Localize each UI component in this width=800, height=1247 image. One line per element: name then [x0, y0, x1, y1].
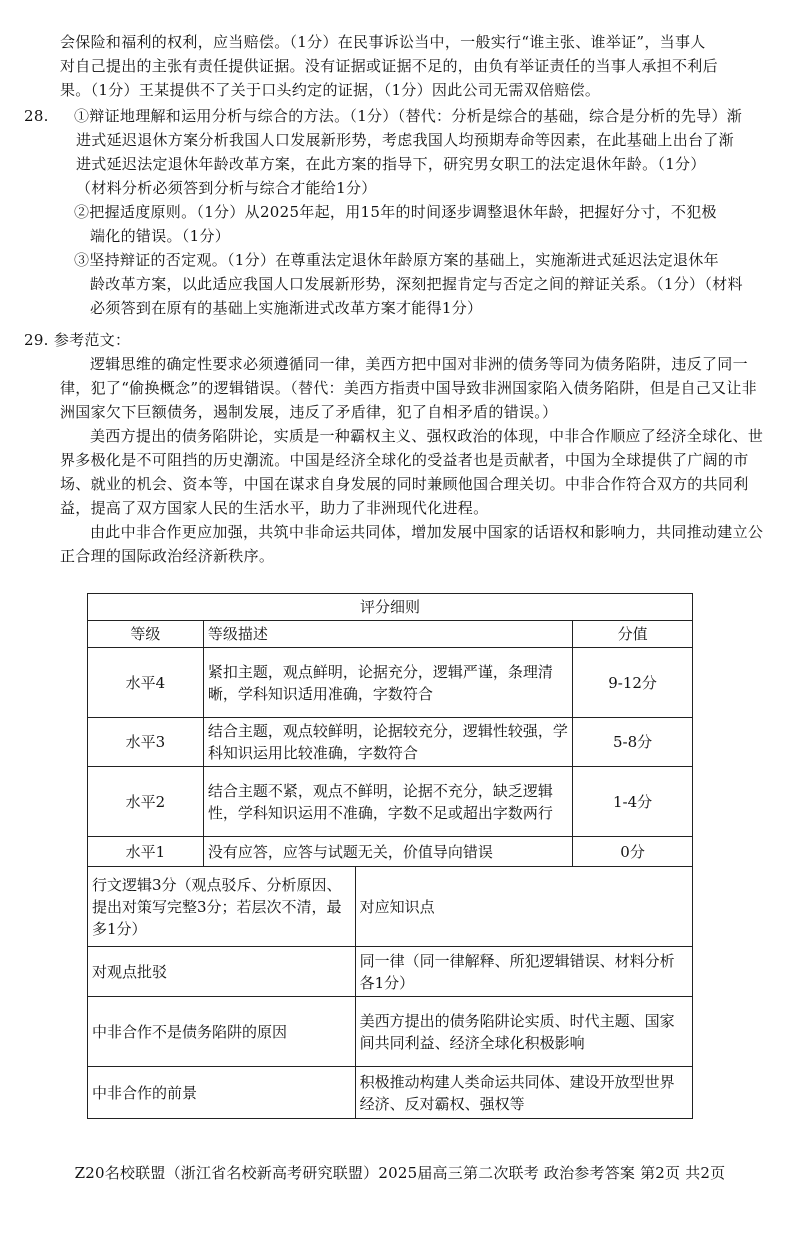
logic-criteria: 行文逻辑3分（观点驳斥、分析原因、提出对策写完整3分；若层次不清，最多1分）	[88, 867, 356, 947]
rubric-row	[88, 648, 693, 718]
q28-answer	[24, 104, 764, 320]
level-cell: 水平3	[88, 718, 204, 767]
essay-paragraph: 由此中非合作更应加强，共筑中非命运共同体，增加发展中国家的话语权和影响力，共同推动建立公正合理的国际政治经济新秩序。	[60, 523, 764, 565]
text-line: 会保险和福利的权利，应当赔偿。（1分）在民事诉讼当中，一般实行“谁主张、谁举证”，当事人	[60, 33, 706, 51]
model-essay	[60, 352, 764, 568]
text-line: 对自己提出的主张有责任提供证据。没有证据或证据不足的，由负有举证责任的当事人承担不利后	[60, 57, 718, 75]
text-line: 必须答到在原有的基础上实施渐进式改革方案才能得1分）	[90, 299, 483, 317]
header-description: 等级描述	[203, 621, 572, 648]
description-cell: 没有应答，应答与试题无关，价值导向错误	[203, 837, 572, 867]
point-row	[88, 1067, 693, 1119]
score-cell: 9-12分	[573, 648, 693, 718]
text-line: 进式延迟退休方案分析我国人口发展新形势，考虑我国人均预期寿命等因素，在此基础上出台了渐	[76, 131, 734, 149]
text-line: 果。（1分）王某提供不了关于口头约定的证据，（1分）因此公司无需双倍赔偿。	[60, 81, 601, 99]
level-cell: 水平4	[88, 648, 204, 718]
q28-item-1	[24, 104, 764, 128]
rubric-row	[88, 837, 693, 867]
rubric-row	[88, 718, 693, 767]
q29-heading: 29. 参考范文：	[24, 331, 131, 349]
q27-continuation	[60, 30, 760, 102]
essay-paragraph: 逻辑思维的确定性要求必须遵循同一律，美西方把中国对非洲的债务等同为债务陷阱，违反了同一律，犯了“偷换概念”的逻辑错误。（替代：美西方指责中国导致非洲国家陷入债务陷阱，但是自己又让非洲国家欠下巨额债务，遏制发展，违反了矛盾律，犯了自相矛盾的错误。）	[60, 355, 757, 421]
description-cell: 结合主题不紧，观点不鲜明，论据不充分，缺乏逻辑性，学科知识运用不准确，字数不足或超出字数两行	[203, 767, 572, 837]
rubric-row	[88, 767, 693, 837]
text-line: ③坚持辩证的否定观。（1分）在尊重法定退休年龄原方案的基础上，实施渐进式延迟法定退休年	[74, 251, 719, 269]
score-cell: 0分	[573, 837, 693, 867]
point-row	[88, 997, 693, 1067]
score-cell: 1-4分	[573, 767, 693, 837]
level-cell: 水平1	[88, 837, 204, 867]
text-line: ①辩证地理解和运用分析与综合的方法。（1分）（替代：分析是综合的基础，综合是分析的先导）渐	[74, 107, 743, 125]
score-cell: 5-8分	[573, 718, 693, 767]
point-right: 美西方提出的债务陷阱论实质、时代主题、国家间共同利益、经济全球化积极影响	[355, 997, 692, 1067]
text-line: 进式延迟法定退休年龄改革方案，在此方案的指导下，研究男女职工的法定退休年龄。（1分）	[76, 155, 706, 173]
q28-item-3	[24, 248, 764, 320]
text-line: （材料分析必须答到分析与综合才能给1分）	[76, 179, 377, 197]
text-line: 龄改革方案，以此适应我国人口发展新形势，深刻把握肯定与否定之间的辩证关系。（1分）（材料	[90, 275, 743, 293]
knowledge-header: 对应知识点	[355, 867, 692, 947]
rubric-table	[87, 593, 693, 1119]
logic-row	[88, 867, 693, 947]
q28-item-2	[24, 200, 764, 248]
point-row	[88, 947, 693, 997]
description-cell: 结合主题，观点较鲜明，论据较充分，逻辑性较强，学科知识运用比较准确，字数符合	[203, 718, 572, 767]
question-number: 28.	[24, 107, 49, 125]
description-cell: 紧扣主题，观点鲜明，论据充分，逻辑严谨，条理清晰，学科知识适用准确，字数符合	[203, 648, 572, 718]
essay-paragraph: 美西方提出的债务陷阱论，实质是一种霸权主义、强权政治的体现，中非合作顺应了经济全球化、世界多极化是不可阻挡的历史潮流。中国是经济全球化的受益者也是贡献者，中国为全球提供了广阔的市场、就业的机会、资本等，中国在谋求自身发展的同时兼顾他国合理关切。中非合作符合双方的共同利益，提高了双方国家人民的生活水平，助力了非洲现代化进程。	[60, 427, 764, 517]
rubric-title: 评分细则	[88, 594, 693, 621]
header-score: 分值	[573, 621, 693, 648]
text-line: 端化的错误。（1分）	[90, 227, 231, 245]
point-left: 对观点批驳	[88, 947, 356, 997]
point-left: 中非合作的前景	[88, 1067, 356, 1119]
header-level: 等级	[88, 621, 204, 648]
text-line: ②把握适度原则。（1分）从2025年起，用15年的时间逐步调整退休年龄，把握好分寸，不犯极	[74, 203, 717, 221]
level-cell: 水平2	[88, 767, 204, 837]
point-right: 积极推动构建人类命运共同体、建设开放型世界经济、反对霸权、强权等	[355, 1067, 692, 1119]
point-right: 同一律（同一律解释、所犯逻辑错误、材料分析各1分）	[355, 947, 692, 997]
page-footer: Z20名校联盟（浙江省名校新高考研究联盟）2025届高三第二次联考 政治参考答案 第2页 共2页	[74, 1164, 726, 1182]
point-left: 中非合作不是债务陷阱的原因	[88, 997, 356, 1067]
